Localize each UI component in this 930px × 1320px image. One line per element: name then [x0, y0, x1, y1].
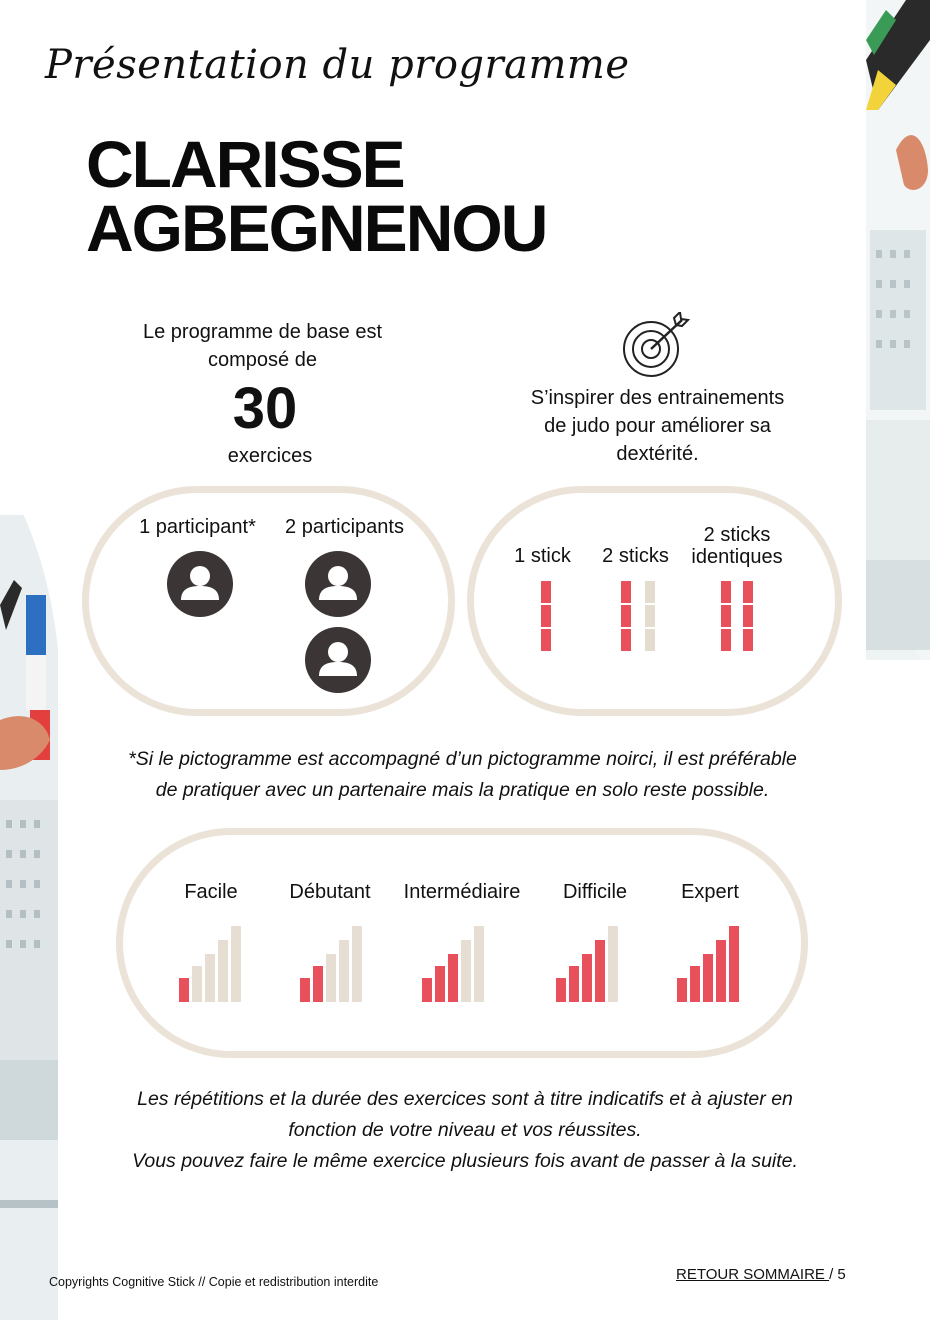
level-bar — [729, 926, 739, 1002]
script-title: Présentation du programme — [45, 42, 630, 88]
right-side-photo — [866, 0, 930, 1320]
user-icon — [167, 551, 233, 622]
exercise-unit: exercices — [227, 445, 313, 467]
level-bar — [218, 940, 228, 1002]
disclaimer-line1: Les répétitions et la durée des exercices sont à titre indicatifs et à ajuster en — [137, 1088, 793, 1110]
level-label-facile: Facile — [184, 881, 238, 903]
level-bar — [192, 966, 202, 1002]
disclaimer-line3: Vous pouvez faire le même exercice plusieurs fois avant de passer à la suite. — [132, 1150, 798, 1172]
level-label-expert: Expert — [681, 881, 739, 903]
right-photo-illustration — [866, 0, 930, 1320]
level-bar — [352, 926, 362, 1002]
program-intro-line2: composé de — [208, 349, 317, 371]
goal-line2: de judo pour améliorer sa — [544, 415, 771, 437]
program-intro — [120, 318, 405, 374]
program-intro-line1: Le programme de base est — [142, 321, 383, 343]
level-bars-intermediaire — [422, 926, 484, 1002]
level-bar — [300, 978, 310, 1002]
athlete-name — [86, 127, 547, 265]
level-bar — [569, 966, 579, 1002]
level-bar — [339, 940, 349, 1002]
footer-nav — [676, 1266, 846, 1283]
two-identical-line1: 2 sticks — [703, 524, 771, 546]
level-bar — [677, 978, 687, 1002]
partner-note — [90, 744, 835, 806]
level-bar — [474, 926, 484, 1002]
disclaimer-line2: fonction de votre niveau et vos réussites. — [288, 1119, 642, 1141]
level-bar — [179, 978, 189, 1002]
two-identical-sticks-label — [683, 524, 791, 568]
user-icon — [305, 551, 371, 622]
disclaimer — [95, 1084, 835, 1177]
exercise-count: 30 — [232, 376, 298, 441]
level-bars-debutant — [300, 926, 362, 1002]
two-sticks-label: 2 sticks — [602, 545, 669, 567]
athlete-name-line1: CLARISSE — [86, 127, 404, 201]
single-stick-icon — [541, 581, 551, 656]
goal-line3: dextérité. — [616, 443, 699, 465]
partner-note-line2: de pratiquer avec un partenaire mais la pratique en solo reste possible. — [155, 779, 770, 801]
one-participant-label: 1 participant* — [139, 516, 256, 538]
athlete-name-line2: AGBEGNENOU — [86, 191, 547, 265]
level-bar — [448, 954, 458, 1002]
level-bar — [422, 978, 432, 1002]
goal-text — [500, 384, 815, 468]
level-bar — [716, 940, 726, 1002]
level-bar — [435, 966, 445, 1002]
target-icon — [618, 312, 692, 385]
goal-line1: S’inspirer des entrainements — [530, 387, 785, 409]
level-bars-facile — [179, 926, 241, 1002]
level-bar — [231, 926, 241, 1002]
two-identical-line2: identiques — [691, 546, 783, 568]
back-to-summary-link[interactable]: RETOUR SOMMAIRE — [676, 1266, 830, 1283]
level-label-debutant: Débutant — [289, 881, 371, 903]
level-bar — [595, 940, 605, 1002]
two-participants-label: 2 participants — [285, 516, 404, 538]
level-bar — [556, 978, 566, 1002]
level-bar — [703, 954, 713, 1002]
left-photo-illustration — [0, 470, 58, 1320]
level-bar — [608, 926, 618, 1002]
level-bar — [313, 966, 323, 1002]
left-side-photo — [0, 470, 58, 1320]
level-bars-difficile — [556, 926, 618, 1002]
level-bar — [582, 954, 592, 1002]
level-bars-expert — [677, 926, 739, 1002]
level-bar — [326, 954, 336, 1002]
copyright-text: Copyrights Cognitive Stick // Copie et redistribution interdite — [49, 1275, 379, 1289]
level-bar — [461, 940, 471, 1002]
level-bar — [205, 954, 215, 1002]
one-stick-label: 1 stick — [514, 545, 571, 567]
level-label-difficile: Difficile — [562, 881, 628, 903]
partner-note-line1: *Si le pictogramme est accompagné d’un pictogramme noirci, il est préférable — [128, 748, 797, 770]
two-sticks-icon — [621, 581, 655, 656]
user-icon — [305, 627, 371, 698]
two-identical-sticks-icon — [721, 581, 753, 656]
level-bar — [690, 966, 700, 1002]
difficulty-bars — [170, 920, 760, 1004]
level-label-intermediaire: Intermédiaire — [403, 881, 521, 903]
page-number: / 5 — [829, 1266, 846, 1283]
